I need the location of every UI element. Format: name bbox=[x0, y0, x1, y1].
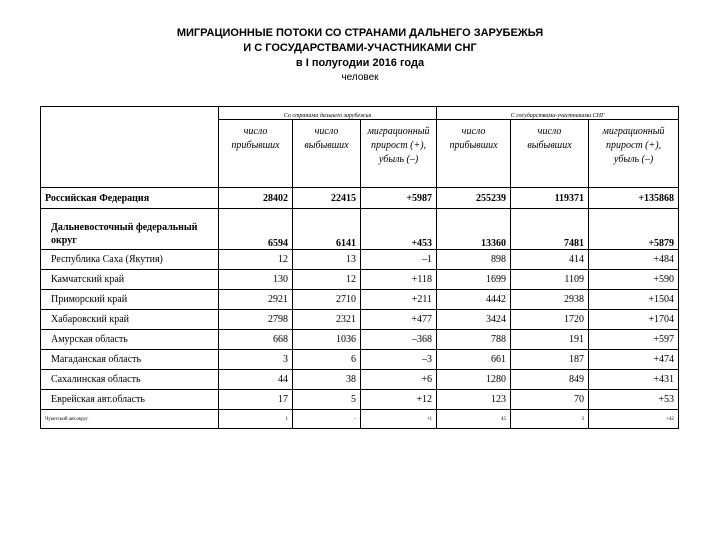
header-empty-cell bbox=[41, 107, 219, 188]
cell-far-departed: 5 bbox=[293, 390, 361, 410]
cell-cis-arrived: 661 bbox=[437, 350, 511, 370]
table-row bbox=[41, 250, 679, 270]
cell-far-growth: +211 bbox=[361, 290, 437, 310]
cell-far-growth: –3 bbox=[361, 350, 437, 370]
cell-cis-arrived: 3424 bbox=[437, 310, 511, 330]
cell-far-departed: 1036 bbox=[293, 330, 361, 350]
cell-cis-arrived: 255239 bbox=[437, 188, 511, 209]
cell-cis-growth: +590 bbox=[589, 270, 679, 290]
table-row bbox=[41, 188, 679, 209]
cell-far-departed: 6 bbox=[293, 350, 361, 370]
cell-far-growth: +118 bbox=[361, 270, 437, 290]
cell-far-arrived: 130 bbox=[219, 270, 293, 290]
row-name: Российская Федерация bbox=[41, 188, 219, 209]
table-row bbox=[41, 390, 679, 410]
cell-cis-arrived: 1699 bbox=[437, 270, 511, 290]
row-name: Республика Саха (Якутия) bbox=[41, 250, 219, 270]
table-row bbox=[41, 410, 679, 429]
cell-cis-departed: 191 bbox=[511, 330, 589, 350]
cell-far-departed: 6141 bbox=[293, 209, 361, 250]
unit-label: человек bbox=[341, 72, 379, 83]
table-row bbox=[41, 290, 679, 310]
col-far-departed: число выбывших bbox=[293, 120, 361, 188]
table-row bbox=[41, 330, 679, 350]
cell-far-departed: - bbox=[293, 410, 361, 429]
cell-far-growth: +6 bbox=[361, 370, 437, 390]
cell-far-departed: 38 bbox=[293, 370, 361, 390]
cell-far-growth: –368 bbox=[361, 330, 437, 350]
cell-far-growth: +477 bbox=[361, 310, 437, 330]
group-header-cis: С государствами-участниками СНГ bbox=[437, 107, 679, 120]
cell-far-arrived: 3 bbox=[219, 350, 293, 370]
col-far-growth: миграционный прирост (+), убыль (–) bbox=[361, 120, 437, 188]
cell-far-growth: +453 bbox=[361, 209, 437, 250]
cell-far-departed: 2710 bbox=[293, 290, 361, 310]
cell-cis-departed: 2938 bbox=[511, 290, 589, 310]
cell-far-arrived: 668 bbox=[219, 330, 293, 350]
cell-cis-growth: +53 bbox=[589, 390, 679, 410]
table-row bbox=[41, 209, 679, 250]
cell-far-arrived: 6594 bbox=[219, 209, 293, 250]
cell-cis-arrived: 788 bbox=[437, 330, 511, 350]
page-title bbox=[0, 26, 720, 71]
cell-far-departed: 22415 bbox=[293, 188, 361, 209]
cell-cis-growth: +42 bbox=[589, 410, 679, 429]
cell-far-arrived: 44 bbox=[219, 370, 293, 390]
cell-cis-growth: +474 bbox=[589, 350, 679, 370]
cell-cis-departed: 3 bbox=[511, 410, 589, 429]
row-name: Камчатский край bbox=[41, 270, 219, 290]
row-name: Чукотский авт.округ bbox=[41, 410, 219, 429]
cell-far-departed: 2321 bbox=[293, 310, 361, 330]
col-cis-departed: число выбывших bbox=[511, 120, 589, 188]
cell-cis-arrived: 898 bbox=[437, 250, 511, 270]
table-row bbox=[41, 350, 679, 370]
cell-cis-departed: 1109 bbox=[511, 270, 589, 290]
cell-cis-growth: +484 bbox=[589, 250, 679, 270]
title-line-1: МИГРАЦИОННЫЕ ПОТОКИ СО СТРАНАМИ ДАЛЬНЕГО ЗАРУБЕЖЬЯ bbox=[176, 27, 544, 39]
cell-cis-arrived: 45 bbox=[437, 410, 511, 429]
table-row bbox=[41, 310, 679, 330]
cell-cis-arrived: 13360 bbox=[437, 209, 511, 250]
cell-cis-arrived: 4442 bbox=[437, 290, 511, 310]
row-name: Хабаровский край bbox=[41, 310, 219, 330]
cell-cis-growth: +1704 bbox=[589, 310, 679, 330]
cell-cis-growth: +1504 bbox=[589, 290, 679, 310]
col-far-arrived: число прибывших bbox=[219, 120, 293, 188]
cell-far-growth: +5987 bbox=[361, 188, 437, 209]
row-name: Дальневосточный федеральный округ bbox=[41, 209, 219, 250]
cell-far-departed: 13 bbox=[293, 250, 361, 270]
col-cis-growth: миграционный прирост (+), убыль (–) bbox=[589, 120, 679, 188]
table-row bbox=[41, 270, 679, 290]
cell-far-arrived: 28402 bbox=[219, 188, 293, 209]
cell-far-departed: 12 bbox=[293, 270, 361, 290]
row-name: Амурская область bbox=[41, 330, 219, 350]
title-line-2: И С ГОСУДАРСТВАМИ-УЧАСТНИКАМИ СНГ bbox=[243, 42, 477, 54]
cell-cis-departed: 187 bbox=[511, 350, 589, 370]
row-name: Еврейская авт.область bbox=[41, 390, 219, 410]
title-line-3: в I полугодии 2016 года bbox=[295, 57, 425, 69]
col-cis-arrived: число прибывших bbox=[437, 120, 511, 188]
cell-cis-arrived: 123 bbox=[437, 390, 511, 410]
cell-far-arrived: 12 bbox=[219, 250, 293, 270]
migration-table bbox=[40, 106, 679, 429]
cell-far-arrived: 1 bbox=[219, 410, 293, 429]
cell-cis-growth: +597 bbox=[589, 330, 679, 350]
cell-cis-departed: 849 bbox=[511, 370, 589, 390]
cell-far-arrived: 17 bbox=[219, 390, 293, 410]
row-name: Сахалинская область bbox=[41, 370, 219, 390]
row-name: Приморский край bbox=[41, 290, 219, 310]
cell-cis-departed: 414 bbox=[511, 250, 589, 270]
table-row bbox=[41, 370, 679, 390]
cell-far-arrived: 2921 bbox=[219, 290, 293, 310]
cell-cis-departed: 7481 bbox=[511, 209, 589, 250]
cell-cis-growth: +431 bbox=[589, 370, 679, 390]
cell-cis-departed: 70 bbox=[511, 390, 589, 410]
cell-cis-departed: 119371 bbox=[511, 188, 589, 209]
cell-far-growth: +12 bbox=[361, 390, 437, 410]
cell-cis-departed: 1720 bbox=[511, 310, 589, 330]
cell-cis-growth: +135868 bbox=[589, 188, 679, 209]
group-header-far: Со странами дальнего зарубежья bbox=[219, 107, 437, 120]
cell-far-growth: +1 bbox=[361, 410, 437, 429]
header-group-row bbox=[41, 107, 679, 120]
cell-cis-arrived: 1280 bbox=[437, 370, 511, 390]
cell-cis-growth: +5879 bbox=[589, 209, 679, 250]
cell-far-arrived: 2798 bbox=[219, 310, 293, 330]
cell-far-growth: –1 bbox=[361, 250, 437, 270]
row-name: Магаданская область bbox=[41, 350, 219, 370]
